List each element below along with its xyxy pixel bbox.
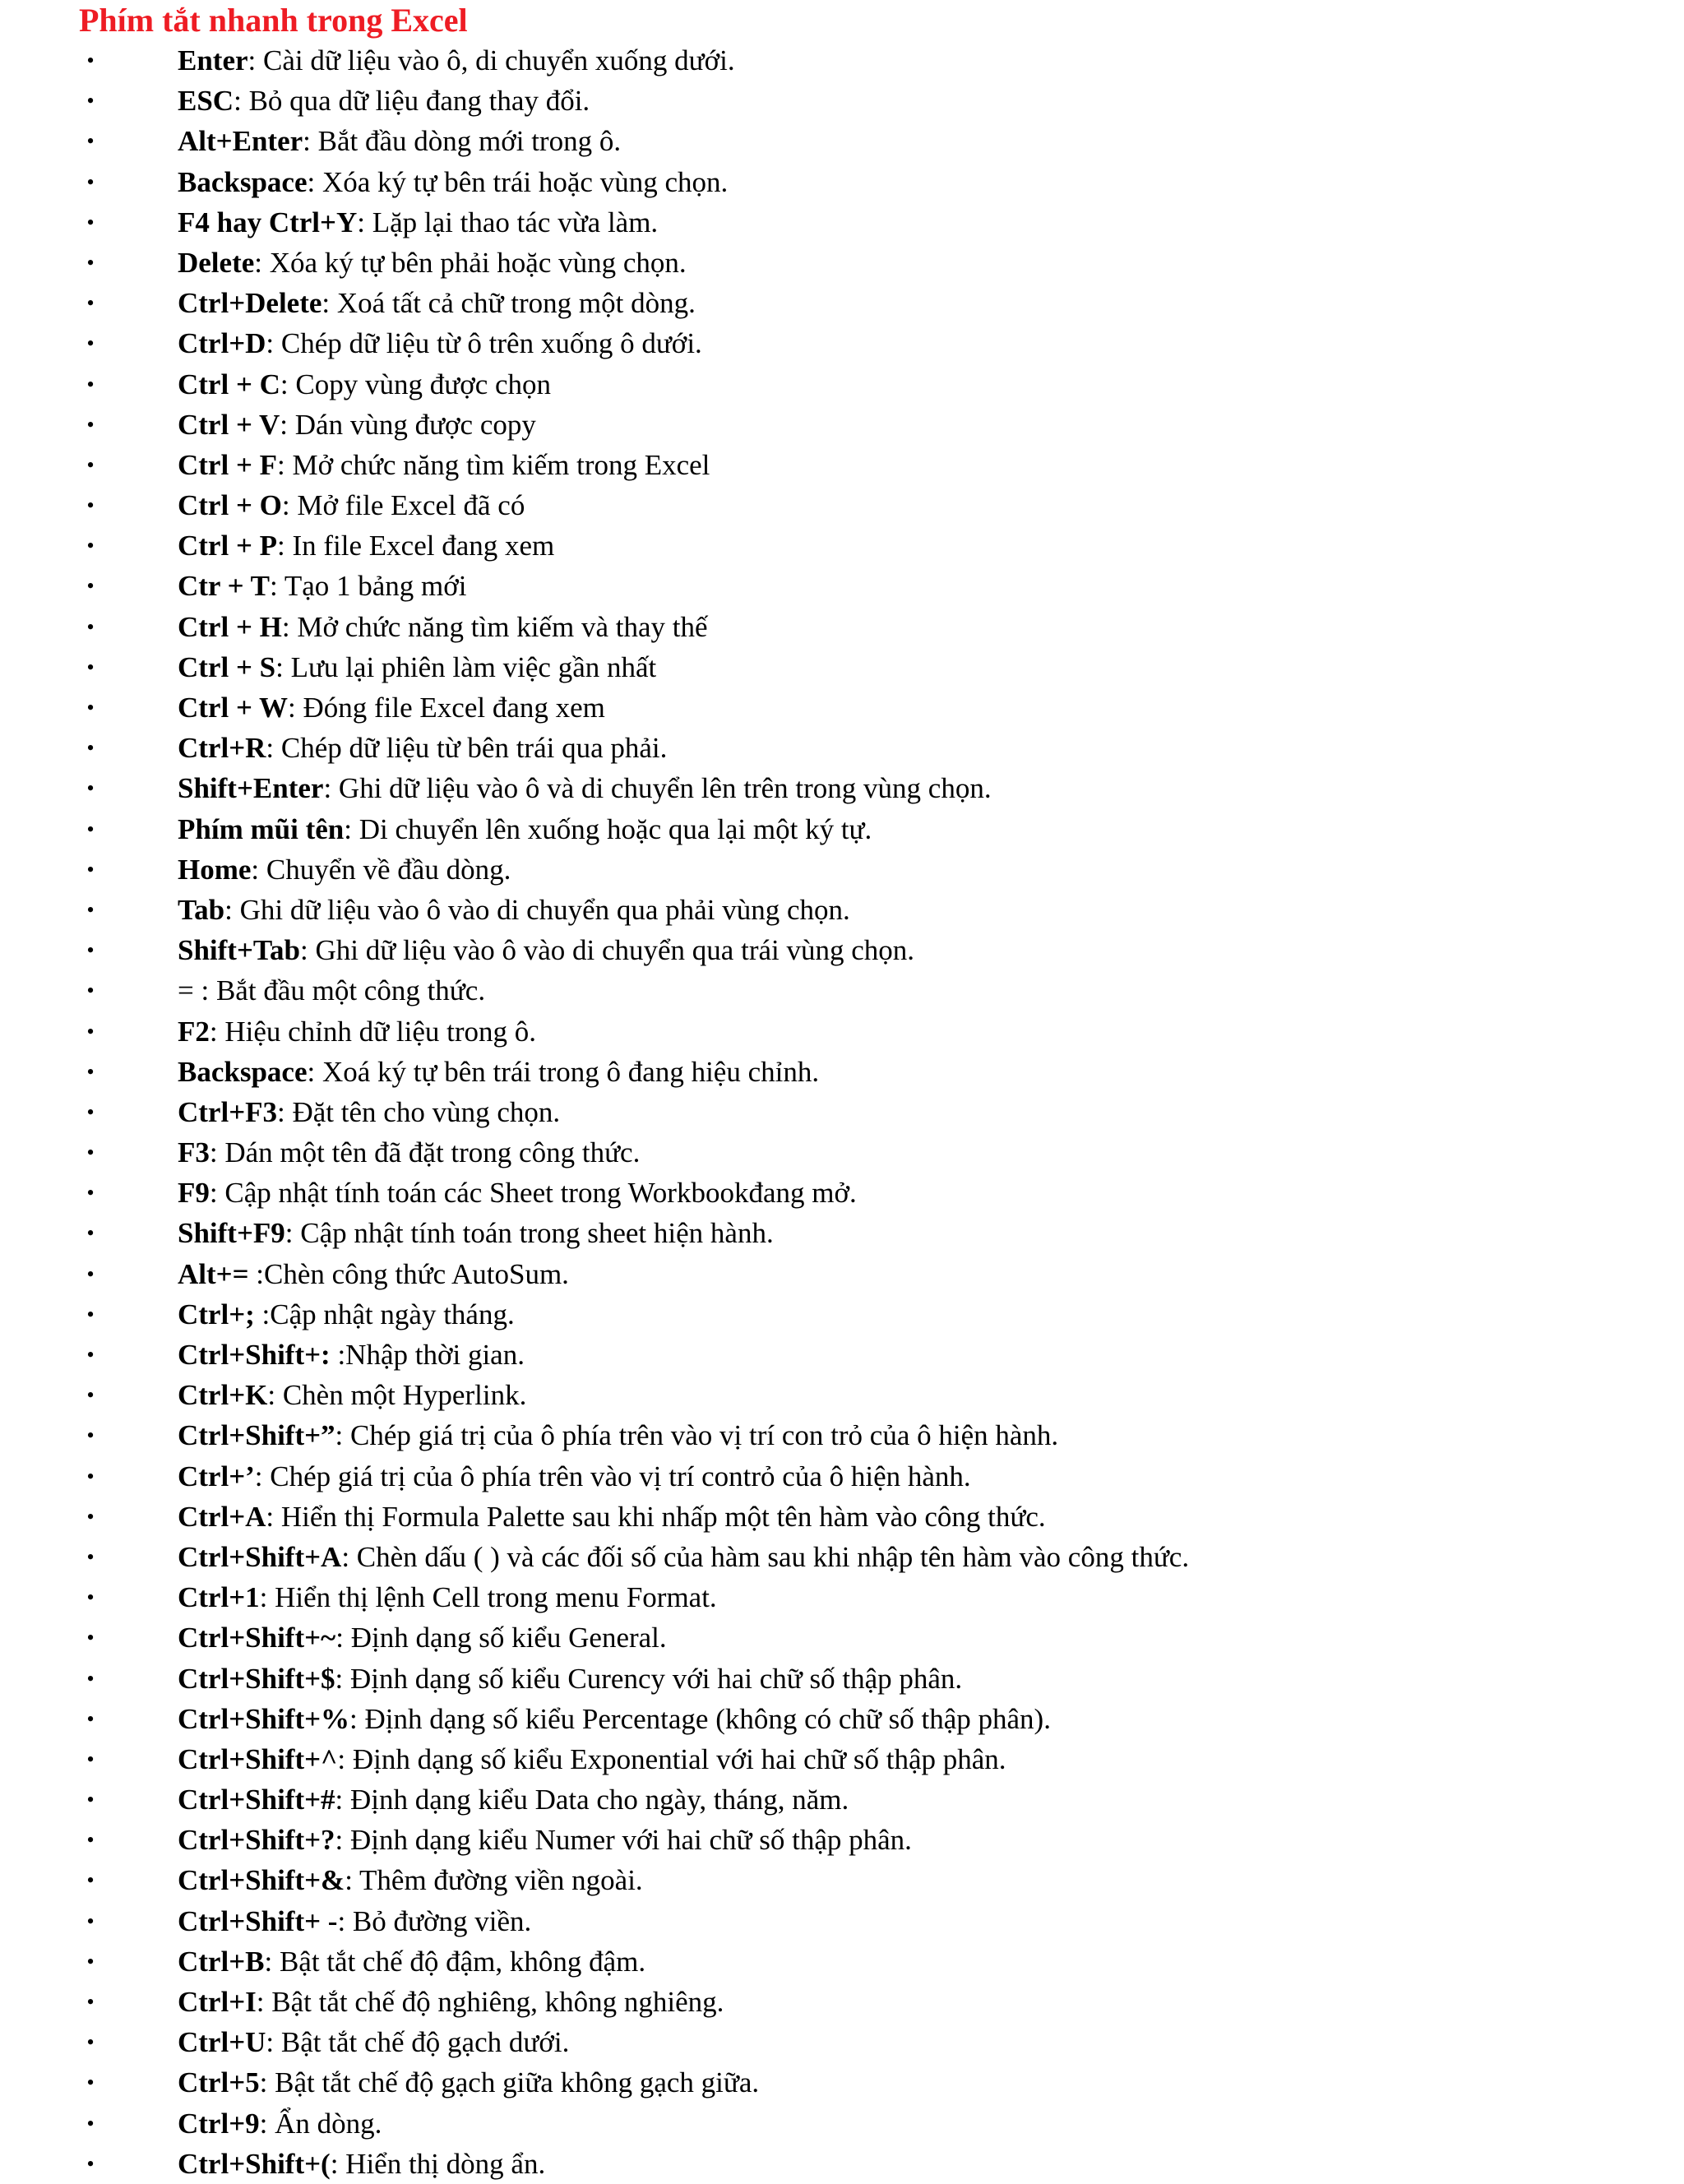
list-item — [0, 1011, 1684, 1052]
list-item — [0, 1213, 1684, 1253]
shortcut-entry — [178, 1294, 515, 1335]
shortcut-key: Ctrl + O — [178, 489, 282, 522]
shortcut-description: : Định dạng số kiểu Exponential với hai chữ số thập phân. — [337, 1742, 1006, 1775]
shortcut-key: Ctrl+Delete — [178, 287, 322, 320]
shortcut-description: : Bật tắt chế độ đậm, không đậm. — [264, 1945, 646, 1978]
shortcut-entry — [178, 1254, 569, 1294]
list-item — [0, 687, 1684, 728]
list-item — [0, 728, 1684, 768]
list-item — [0, 1699, 1684, 1739]
shortcut-key: Ctrl+F3 — [178, 1095, 278, 1128]
shortcut-description: : Xóa ký tự bên trái hoặc vùng chọn. — [307, 165, 729, 198]
document-title: Phím tắt nhanh trong Excel — [79, 2, 468, 39]
shortcut-entry — [178, 1739, 1006, 1779]
list-item — [0, 849, 1684, 890]
shortcut-key: Ctrl + V — [178, 408, 280, 441]
bullet-icon: • — [86, 1626, 95, 1650]
shortcut-description: : Cài dữ liệu vào ô, di chuyển xuống dưới. — [248, 44, 735, 76]
bullet-icon: • — [86, 291, 95, 316]
shortcut-description: : Bật tắt chế độ gạch dưới. — [266, 2026, 570, 2059]
bullet-icon: • — [86, 897, 95, 922]
shortcut-key: Ctrl+Shift+ - — [178, 1904, 338, 1937]
list-item — [0, 930, 1684, 970]
list-item — [0, 162, 1684, 202]
bullet-icon: • — [86, 1099, 95, 1124]
shortcut-key: Tab — [178, 893, 225, 926]
shortcut-description: : Cập nhật tính toán trong sheet hiện hành. — [285, 1217, 774, 1250]
shortcut-key: Ctrl+I — [178, 1986, 257, 2018]
shortcut-key: Ctrl+Shift+& — [178, 1864, 345, 1897]
shortcut-key: Ctrl+Shift+? — [178, 1824, 335, 1857]
list-item — [0, 445, 1684, 485]
shortcut-description: : Chuyển về đầu dòng. — [251, 853, 511, 886]
list-item — [0, 202, 1684, 243]
bullet-icon: • — [86, 1302, 95, 1326]
shortcut-key: Ctrl + P — [178, 530, 278, 562]
shortcut-description: : In file Excel đang xem — [277, 530, 555, 562]
bullet-icon: • — [86, 1383, 95, 1408]
shortcut-description: : Hiển thị Formula Palette sau khi nhấp một tên hàm vào công thức. — [266, 1500, 1046, 1533]
list-item — [0, 1982, 1684, 2022]
shortcut-entry — [178, 364, 551, 405]
shortcut-description: :Chèn công thức AutoSum. — [248, 1257, 569, 1290]
shortcut-entry — [178, 1335, 525, 1375]
bullet-icon: • — [86, 2151, 95, 2176]
list-item — [0, 2144, 1684, 2184]
shortcut-entry — [178, 2022, 569, 2062]
shortcut-entry — [178, 81, 590, 121]
list-item — [0, 1092, 1684, 1132]
shortcut-description: : Bật tắt chế độ nghiêng, không nghiêng. — [256, 1986, 724, 2018]
shortcut-key: Backspace — [178, 1055, 308, 1088]
shortcut-key: Ctrl + C — [178, 368, 280, 400]
bullet-icon: • — [86, 534, 95, 558]
shortcut-description: : Ghi dữ liệu vào ô và di chuyển lên trên trong vùng chọn. — [323, 772, 992, 805]
list-item — [0, 809, 1684, 849]
shortcut-key: Home — [178, 853, 252, 886]
list-item — [0, 768, 1684, 808]
shortcut-key: Ctrl+1 — [178, 1581, 260, 1614]
bullet-icon: • — [86, 2111, 95, 2135]
shortcut-entry — [178, 1659, 962, 1699]
shortcut-entry — [178, 1779, 849, 1820]
bullet-icon: • — [86, 1464, 95, 1488]
shortcut-key: Shift+Enter — [178, 772, 324, 805]
shortcut-description: : Thêm đường viền ngoài. — [345, 1864, 643, 1897]
shortcut-key: Ctrl + H — [178, 610, 282, 643]
shortcut-key: Ctrl + S — [178, 650, 276, 683]
shortcut-description: : Copy vùng được chọn — [280, 368, 552, 400]
shortcut-key: Ctrl+A — [178, 1500, 266, 1533]
list-item — [0, 1294, 1684, 1335]
list-item — [0, 525, 1684, 566]
bullet-icon: • — [86, 1828, 95, 1853]
bullet-icon: • — [86, 655, 95, 679]
shortcut-entry — [178, 1375, 526, 1415]
shortcut-key: Ctrl+Shift+^ — [178, 1742, 338, 1775]
shortcut-description: : Đóng file Excel đang xem — [288, 692, 605, 724]
shortcut-description: : Hiển thị dòng ẩn. — [330, 2147, 546, 2180]
shortcut-key: Phím mũi tên — [178, 812, 345, 845]
shortcut-description: :Cập nhật ngày tháng. — [254, 1298, 515, 1330]
shortcut-key: F4 hay Ctrl+Y — [178, 206, 358, 238]
shortcut-entry — [178, 566, 467, 606]
shortcut-entry — [178, 647, 656, 687]
bullet-icon: • — [86, 169, 95, 194]
shortcut-key: Ctrl+9 — [178, 2107, 260, 2140]
bullet-icon: • — [86, 89, 95, 113]
list-item — [0, 566, 1684, 606]
shortcut-description: : Xóa ký tự bên phải hoặc vùng chọn. — [254, 246, 687, 279]
bullet-icon: • — [86, 1343, 95, 1367]
shortcut-description: : Bỏ đường viền. — [337, 1904, 532, 1937]
shortcut-description: : Mở chức năng tìm kiếm trong Excel — [277, 448, 710, 481]
list-item — [0, 1375, 1684, 1415]
shortcut-entry — [178, 202, 658, 243]
shortcut-key: Ctrl+K — [178, 1379, 268, 1412]
bullet-icon: • — [86, 817, 95, 841]
shortcut-key: Ctrl+5 — [178, 2066, 260, 2099]
shortcut-key: Ctrl+Shift+” — [178, 1419, 335, 1452]
list-item — [0, 283, 1684, 323]
shortcut-description: : Bật tắt chế độ gạch giữa không gạch giữa. — [259, 2066, 760, 2099]
shortcut-entry — [178, 1577, 717, 1617]
shortcut-key: Ctrl+R — [178, 732, 266, 765]
list-item — [0, 890, 1684, 930]
shortcut-entry — [178, 283, 696, 323]
shortcut-description: : Đặt tên cho vùng chọn. — [277, 1095, 561, 1128]
bullet-icon: • — [86, 1181, 95, 1205]
list-item — [0, 121, 1684, 161]
shortcut-key: Ctrl+Shift+~ — [178, 1622, 336, 1654]
shortcut-description: : Định dạng số kiểu Curency với hai chữ số thập phân. — [335, 1662, 963, 1695]
shortcut-entry — [178, 2062, 759, 2103]
shortcut-description: : Chép giá trị của ô phía trên vào vị trí con trỏ của ô hiện hành. — [335, 1419, 1059, 1452]
list-item — [0, 1456, 1684, 1497]
shortcut-description: : Bỏ qua dữ liệu đang thay đổi. — [234, 85, 590, 118]
list-item — [0, 1941, 1684, 1982]
shortcut-description: : Định dạng kiểu Data cho ngày, tháng, năm. — [335, 1784, 849, 1816]
shortcut-description: : Lưu lại phiên làm việc gần nhất — [275, 650, 657, 683]
bullet-icon: • — [86, 1747, 95, 1771]
bullet-icon: • — [86, 452, 95, 477]
shortcut-entry — [178, 890, 850, 930]
list-item — [0, 364, 1684, 405]
bullet-icon: • — [86, 210, 95, 234]
bullet-icon: • — [86, 412, 95, 437]
bullet-icon: • — [86, 776, 95, 801]
bullet-icon: • — [86, 857, 95, 881]
list-item — [0, 485, 1684, 525]
list-item — [0, 405, 1684, 445]
shortcut-key: Backspace — [178, 165, 308, 198]
shortcut-entry — [178, 121, 621, 161]
bullet-icon: • — [86, 372, 95, 396]
shortcut-key: Ctrl+’ — [178, 1460, 255, 1492]
shortcut-entry — [178, 1982, 724, 2022]
list-item — [0, 40, 1684, 81]
shortcut-key: ESC — [178, 85, 234, 118]
bullet-icon: • — [86, 1909, 95, 1933]
shortcut-key: Delete — [178, 246, 255, 279]
bullet-icon: • — [86, 1221, 95, 1246]
shortcut-entry — [178, 970, 485, 1011]
shortcut-entry — [178, 1901, 531, 1941]
shortcut-description: : Định dạng số kiểu General. — [335, 1622, 667, 1654]
shortcut-entry — [178, 607, 708, 647]
shortcut-entry — [178, 1497, 1046, 1537]
list-item — [0, 1820, 1684, 1860]
bullet-icon: • — [86, 1544, 95, 1569]
shortcut-key: Ctrl + F — [178, 448, 278, 481]
shortcut-description: :Nhập thời gian. — [330, 1339, 525, 1371]
shortcut-key: F3 — [178, 1136, 210, 1169]
shortcut-key: Enter — [178, 44, 248, 76]
shortcut-entry — [178, 1699, 1051, 1739]
shortcut-key: Ctrl+U — [178, 2026, 266, 2059]
shortcut-entry — [178, 1860, 643, 1900]
shortcut-entry — [178, 2144, 545, 2184]
shortcut-key: Ctrl+Shift+( — [178, 2147, 331, 2180]
shortcut-key: Ctrl+D — [178, 327, 266, 360]
shortcut-entry — [178, 243, 687, 283]
list-item — [0, 2103, 1684, 2144]
shortcut-description: : Xoá ký tự bên trái trong ô đang hiệu chỉnh. — [307, 1055, 820, 1088]
shortcut-entry — [178, 1011, 536, 1052]
list-item — [0, 1497, 1684, 1537]
shortcut-description: : Mở file Excel đã có — [281, 489, 525, 522]
bullet-icon: • — [86, 1706, 95, 1731]
bullet-icon: • — [86, 2071, 95, 2095]
shortcut-key: Ctrl+B — [178, 1945, 265, 1978]
shortcut-key: Ctrl+Shift+% — [178, 1702, 350, 1735]
shortcut-entry — [178, 1132, 640, 1173]
shortcut-list — [0, 40, 1684, 2184]
list-item — [0, 1132, 1684, 1173]
list-item — [0, 243, 1684, 283]
shortcut-entry — [178, 2103, 382, 2144]
shortcut-description: : Chép giá trị của ô phía trên vào vị trí contrỏ của ô hiện hành. — [254, 1460, 971, 1492]
shortcut-description: : Hiển thị lệnh Cell trong menu Format. — [259, 1581, 717, 1614]
shortcut-description: : Chép dữ liệu từ bên trái qua phải. — [266, 732, 668, 765]
shortcut-entry — [178, 687, 605, 728]
bullet-icon: • — [86, 1504, 95, 1529]
shortcut-key: Shift+F9 — [178, 1217, 285, 1250]
list-item — [0, 323, 1684, 363]
shortcut-key: Ctrl+Shift+# — [178, 1784, 335, 1816]
shortcut-description: : Chèn một Hyperlink. — [267, 1379, 527, 1412]
shortcut-entry — [178, 930, 914, 970]
bullet-icon: • — [86, 614, 95, 639]
shortcut-key: Ctr + T — [178, 570, 270, 603]
shortcut-description: : Ghi dữ liệu vào ô vào di chuyển qua trái vùng chọn. — [300, 934, 915, 967]
bullet-icon: • — [86, 574, 95, 599]
shortcut-key: Ctrl+; — [178, 1298, 255, 1330]
shortcut-key: Ctrl+Shift+A — [178, 1540, 342, 1573]
shortcut-key: Alt+Enter — [178, 125, 303, 158]
shortcut-description: : Hiệu chỉnh dữ liệu trong ô. — [209, 1015, 536, 1048]
list-item — [0, 2022, 1684, 2062]
list-item — [0, 81, 1684, 121]
list-item — [0, 1415, 1684, 1455]
shortcut-entry — [178, 485, 525, 525]
shortcut-entry — [178, 1820, 912, 1860]
list-item — [0, 1052, 1684, 1092]
shortcut-key: F9 — [178, 1177, 210, 1210]
shortcut-description: : Dán một tên đã đặt trong công thức. — [209, 1136, 641, 1169]
list-item — [0, 647, 1684, 687]
bullet-icon: • — [86, 696, 95, 720]
shortcut-entry — [178, 728, 667, 768]
shortcut-description: : Lặp lại thao tác vừa làm. — [357, 206, 659, 238]
bullet-icon: • — [86, 1666, 95, 1691]
list-item — [0, 1617, 1684, 1658]
list-item — [0, 970, 1684, 1011]
shortcut-description: : Chép dữ liệu từ ô trên xuống ô dưới. — [266, 327, 702, 360]
list-item — [0, 1577, 1684, 1617]
shortcut-key: Ctrl+Shift+: — [178, 1339, 331, 1371]
list-item — [0, 1860, 1684, 1900]
bullet-icon: • — [86, 2030, 95, 2055]
shortcut-entry — [178, 323, 702, 363]
shortcut-entry — [178, 405, 536, 445]
shortcut-entry — [178, 1092, 560, 1132]
shortcut-description: : Mở chức năng tìm kiếm và thay thế — [281, 610, 708, 643]
bullet-icon: • — [86, 1990, 95, 2014]
bullet-icon: • — [86, 1141, 95, 1165]
bullet-icon: • — [86, 1949, 95, 1973]
list-item — [0, 2062, 1684, 2103]
shortcut-description: : Dán vùng được copy — [280, 408, 536, 441]
shortcut-entry — [178, 809, 872, 849]
shortcut-description: : Bắt đầu dòng mới trong ô. — [303, 125, 622, 158]
shortcut-key: Ctrl + W — [178, 692, 289, 724]
shortcut-description: : Ghi dữ liệu vào ô vào di chuyển qua phải vùng chọn. — [224, 893, 850, 926]
shortcut-key: Shift+Tab — [178, 934, 301, 967]
shortcut-entry — [178, 1052, 819, 1092]
shortcut-entry — [178, 40, 735, 81]
shortcut-entry — [178, 849, 511, 890]
shortcut-description: : Xoá tất cả chữ trong một dòng. — [322, 287, 696, 320]
shortcut-entry — [178, 1456, 971, 1497]
bullet-icon: • — [86, 129, 95, 154]
bullet-icon: • — [86, 49, 95, 72]
shortcut-entry — [178, 1941, 645, 1982]
bullet-icon: • — [86, 736, 95, 761]
shortcut-entry — [178, 1213, 774, 1253]
shortcut-entry — [178, 768, 992, 808]
bullet-icon: • — [86, 331, 95, 356]
shortcut-entry — [178, 525, 554, 566]
shortcut-description: : Cập nhật tính toán các Sheet trong Workbookđang mở. — [209, 1177, 857, 1210]
list-item — [0, 1537, 1684, 1577]
bullet-icon: • — [86, 1059, 95, 1084]
bullet-icon: • — [86, 1423, 95, 1448]
shortcut-description: : Ẩn dòng. — [259, 2107, 382, 2140]
bullet-icon: • — [86, 979, 95, 1003]
list-item — [0, 1254, 1684, 1294]
list-item — [0, 1335, 1684, 1375]
bullet-icon: • — [86, 250, 95, 275]
list-item — [0, 1779, 1684, 1820]
list-item — [0, 607, 1684, 647]
bullet-icon: • — [86, 938, 95, 963]
shortcut-description: : Di chuyển lên xuống hoặc qua lại một ký tự. — [344, 812, 872, 845]
shortcut-key: Ctrl+Shift+$ — [178, 1662, 335, 1695]
shortcut-description: : Tạo 1 bảng mới — [270, 570, 467, 603]
shortcut-entry — [178, 1173, 857, 1213]
shortcut-entry — [178, 1537, 1189, 1577]
list-item — [0, 1739, 1684, 1779]
shortcut-description: : Chèn dấu ( ) và các đối số của hàm sau khi nhập tên hàm vào công thức. — [341, 1540, 1190, 1573]
list-item — [0, 1173, 1684, 1213]
list-item — [0, 1901, 1684, 1941]
shortcut-entry — [178, 162, 728, 202]
shortcut-key: Alt+= — [178, 1257, 249, 1290]
bullet-icon: • — [86, 1788, 95, 1812]
list-item — [0, 1659, 1684, 1699]
shortcut-entry — [178, 1617, 667, 1658]
bullet-icon: • — [86, 1019, 95, 1043]
shortcut-key: F2 — [178, 1015, 210, 1048]
bullet-icon: • — [86, 1868, 95, 1893]
shortcut-entry — [178, 1415, 1058, 1455]
bullet-icon: • — [86, 1261, 95, 1286]
shortcut-description: : Định dạng số kiểu Percentage (không có chữ số thập phân). — [349, 1702, 1051, 1735]
shortcut-description: : Định dạng kiểu Numer với hai chữ số thập phân. — [335, 1824, 912, 1857]
bullet-icon: • — [86, 1585, 95, 1610]
shortcut-description: = : Bắt đầu một công thức. — [178, 974, 486, 1007]
bullet-icon: • — [86, 493, 95, 518]
shortcut-entry — [178, 445, 710, 485]
